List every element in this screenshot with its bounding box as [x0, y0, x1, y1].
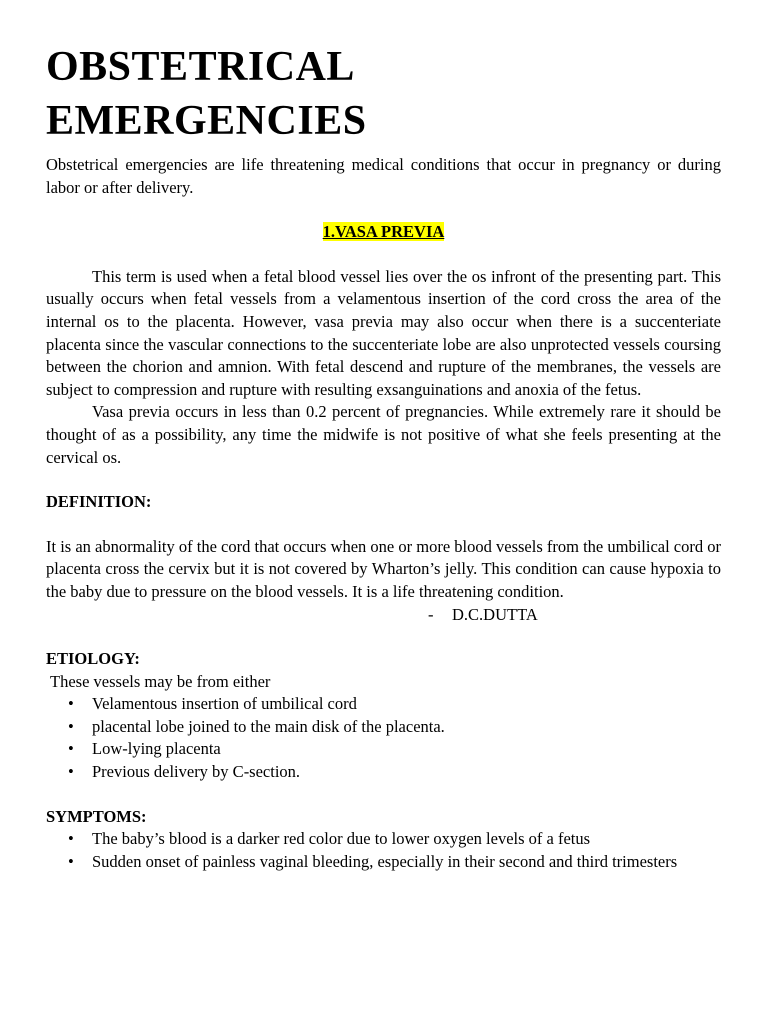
- list-item: [46, 693, 721, 716]
- vasa-previa-paragraph-1: This term is used when a fetal blood vessel lies over the os infront of the presenting part. This usually occurs when fetal vessels from a velamentous insertion of the cord cross the area of the internal os to the placenta. However, vasa previa may also occur when there is a succenteriate placenta since the vascular connections to the succenteriate lobe are also unprotected vessels coursing between the chorion and amnion. With fetal descend and rupture of the membranes, the vessels are subject to compression and rupture with resulting exsanguinations and anoxia of the fetus.: [46, 266, 721, 399]
- etiology-list: [46, 693, 721, 783]
- list-item-text: The baby’s blood is a darker red color due to lower oxygen levels of a fetus: [92, 829, 591, 849]
- list-item-text: Previous delivery by C-section.: [92, 762, 301, 782]
- list-item: [46, 761, 721, 784]
- section-heading-vasa-previa: [46, 221, 721, 244]
- list-item: [46, 851, 721, 874]
- etiology-heading: ETIOLOGY:: [46, 649, 140, 669]
- title-line-2: EMERGENCIES: [46, 98, 367, 144]
- list-item-text: Velamentous insertion of umbilical cord: [92, 694, 357, 714]
- list-item-text: Low-lying placenta: [92, 739, 221, 759]
- bullet-icon: •: [68, 829, 74, 849]
- citation: [46, 604, 721, 627]
- highlighted-heading: 1.VASA PREVIA: [322, 222, 445, 242]
- bullet-icon: •: [68, 851, 74, 871]
- list-item: [46, 738, 721, 761]
- symptoms-heading: SYMPTOMS:: [46, 806, 147, 826]
- definition-paragraph: It is an abnormality of the cord that occurs when one or more blood vessels from the umbilical cord or placenta cross the cervix but it is not covered by Wharton’s jelly. This condition can cause hypoxia to the baby due to pressure on the blood vessels. It is a life threatening condition.: [46, 536, 721, 601]
- intro-paragraph: Obstetrical emergencies are life threatening medical conditions that occur in pregnancy or during labor or after delivery.: [46, 155, 721, 197]
- bullet-icon: •: [68, 762, 74, 782]
- vasa-previa-paragraph-2: Vasa previa occurs in less than 0.2 percent of pregnancies. While extremely rare it should be thought of as a possibility, any time the midwife is not positive of what she feels presenting at the cervical os.: [46, 402, 721, 467]
- definition-heading: DEFINITION:: [46, 492, 152, 512]
- etiology-lead: These vessels may be from either: [50, 671, 271, 691]
- citation-dash: -: [428, 604, 434, 624]
- bullet-icon: •: [68, 716, 74, 736]
- list-item-text: Sudden onset of painless vaginal bleeding, especially in their second and third trimesters: [92, 851, 678, 871]
- list-item: [46, 828, 721, 851]
- symptoms-list: [46, 828, 721, 873]
- title-line-1: OBSTETRICAL: [46, 44, 355, 90]
- bullet-icon: •: [68, 739, 74, 759]
- list-item-text: placental lobe joined to the main disk of the placenta.: [92, 716, 445, 736]
- document-page: [46, 40, 721, 873]
- bullet-icon: •: [68, 694, 74, 714]
- list-item: [46, 716, 721, 739]
- document-title: [46, 40, 721, 148]
- citation-author: D.C.DUTTA: [452, 604, 538, 624]
